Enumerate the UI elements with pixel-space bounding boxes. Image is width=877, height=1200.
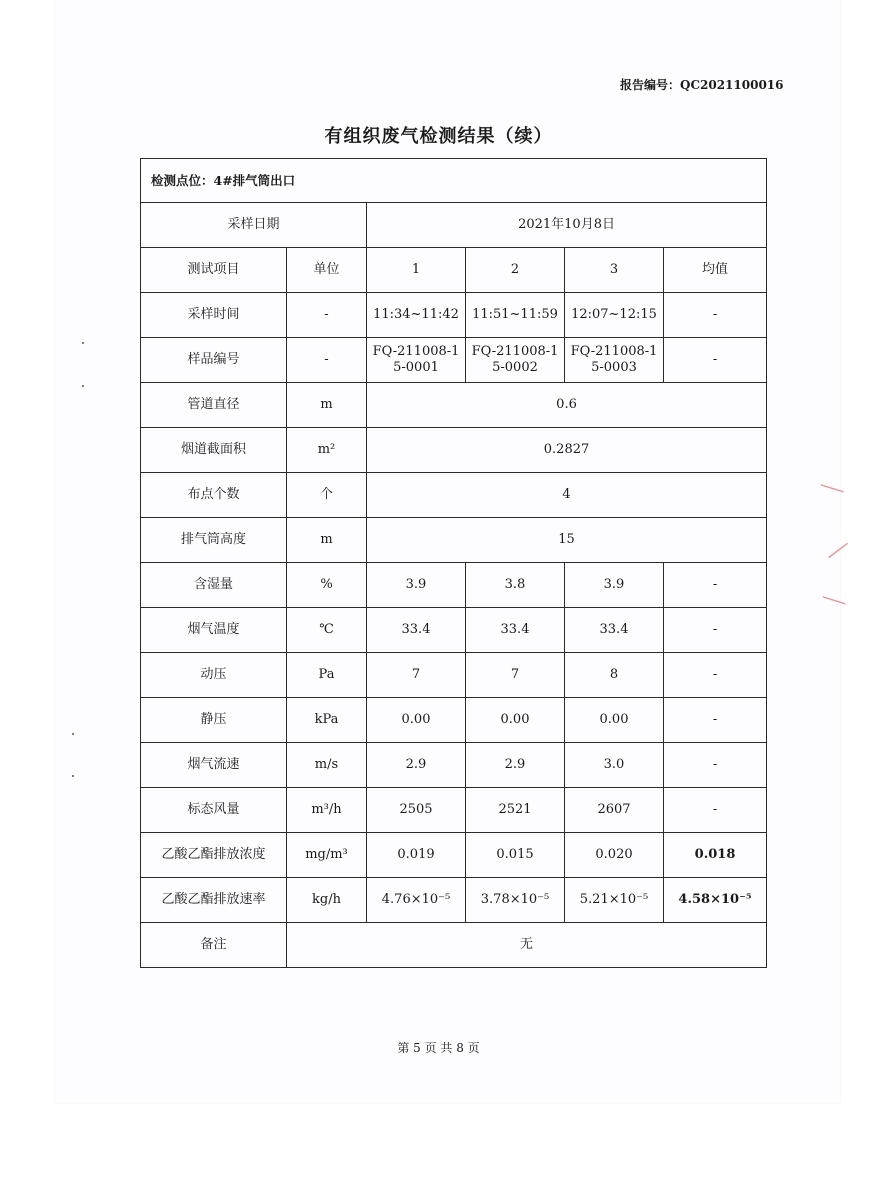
scan-speck (82, 385, 84, 387)
row-value-2: FQ-211008-15-0002 (466, 338, 565, 383)
row-value-1: 33.4 (367, 608, 466, 653)
header-c3: 3 (565, 248, 664, 293)
header-item: 测试项目 (141, 248, 287, 293)
row-unit: m² (287, 428, 367, 473)
row-value-3: 2607 (565, 788, 664, 833)
row-unit: m (287, 518, 367, 563)
table-row (141, 428, 767, 473)
row-label: 含湿量 (141, 563, 287, 608)
row-avg: - (664, 338, 767, 383)
row-label: 动压 (141, 653, 287, 698)
row-unit: kPa (287, 698, 367, 743)
row-label: 样品编号 (141, 338, 287, 383)
row-value-3: 3.9 (565, 563, 664, 608)
row-avg: - (664, 743, 767, 788)
row-unit: ℃ (287, 608, 367, 653)
table-row (141, 518, 767, 563)
row-value-3: 0.020 (565, 833, 664, 878)
row-merged-value: 15 (367, 518, 767, 563)
row-value-2: 7 (466, 653, 565, 698)
row-unit: kg/h (287, 878, 367, 923)
page-footer: 第 5 页 共 8 页 (397, 1041, 480, 1055)
scan-speck (72, 775, 74, 777)
row-unit: mg/m³ (287, 833, 367, 878)
table-row (141, 338, 767, 383)
row-value-3: 8 (565, 653, 664, 698)
results-table (140, 158, 767, 968)
remark-value: 无 (287, 923, 767, 968)
row-unit: Pa (287, 653, 367, 698)
row-avg: - (664, 698, 767, 743)
row-label: 乙酸乙酯排放浓度 (141, 833, 287, 878)
row-value-1: 0.00 (367, 698, 466, 743)
table-row (141, 698, 767, 743)
table-row (141, 788, 767, 833)
row-avg: - (664, 788, 767, 833)
row-value-1: 3.9 (367, 563, 466, 608)
header-row (141, 248, 767, 293)
header-avg: 均值 (664, 248, 767, 293)
row-value-3: 12:07~12:15 (565, 293, 664, 338)
row-unit: 个 (287, 473, 367, 518)
row-value-2: 3.78×10⁻⁵ (466, 878, 565, 923)
row-value-2: 3.8 (466, 563, 565, 608)
table-row (141, 878, 767, 923)
scan-speck (72, 733, 74, 735)
row-value-2: 0.00 (466, 698, 565, 743)
table-row (141, 293, 767, 338)
remark-label: 备注 (141, 923, 287, 968)
row-value-2: 11:51~11:59 (466, 293, 565, 338)
remark-row (141, 923, 767, 968)
row-value-2: 33.4 (466, 608, 565, 653)
row-value-1: 4.76×10⁻⁵ (367, 878, 466, 923)
row-label: 布点个数 (141, 473, 287, 518)
scan-speck (82, 342, 84, 344)
header-unit: 单位 (287, 248, 367, 293)
table-row (141, 743, 767, 788)
row-label: 采样时间 (141, 293, 287, 338)
row-label: 标态风量 (141, 788, 287, 833)
row-value-3: 3.0 (565, 743, 664, 788)
row-avg: 0.018 (664, 833, 767, 878)
row-label: 排气筒高度 (141, 518, 287, 563)
seal-mark-icon: ╱ (820, 481, 843, 496)
seal-mark-icon: ╲ (826, 543, 849, 558)
location-row (141, 159, 767, 203)
row-avg: 4.58×10⁻⁵ (664, 878, 767, 923)
row-value-2: 2.9 (466, 743, 565, 788)
report-number: 报告编号：QC2021100016 (620, 78, 784, 92)
row-value-3: 5.21×10⁻⁵ (565, 878, 664, 923)
row-avg: - (664, 293, 767, 338)
table-row (141, 383, 767, 428)
sampling-date-value: 2021年10月8日 (367, 203, 767, 248)
row-unit: m³/h (287, 788, 367, 833)
row-label: 管道直径 (141, 383, 287, 428)
row-value-1: 0.019 (367, 833, 466, 878)
row-label: 静压 (141, 698, 287, 743)
location-label: 检测点位：4#排气筒出口 (141, 159, 767, 203)
row-value-2: 0.015 (466, 833, 565, 878)
row-label: 乙酸乙酯排放速率 (141, 878, 287, 923)
row-unit: - (287, 338, 367, 383)
row-merged-value: 0.2827 (367, 428, 767, 473)
page-title: 有组织废气检测结果（续） (324, 126, 553, 147)
table-row (141, 608, 767, 653)
row-value-1: 7 (367, 653, 466, 698)
row-merged-value: 0.6 (367, 383, 767, 428)
row-unit: m (287, 383, 367, 428)
row-unit: % (287, 563, 367, 608)
row-unit: m/s (287, 743, 367, 788)
row-value-1: FQ-211008-15-0001 (367, 338, 466, 383)
table-row (141, 563, 767, 608)
table-row (141, 473, 767, 518)
row-label: 烟气流速 (141, 743, 287, 788)
row-value-3: 33.4 (565, 608, 664, 653)
header-c2: 2 (466, 248, 565, 293)
row-value-3: FQ-211008-15-0003 (565, 338, 664, 383)
seal-mark-icon: ╱ (822, 593, 845, 608)
row-merged-value: 4 (367, 473, 767, 518)
row-value-1: 2.9 (367, 743, 466, 788)
row-label: 烟道截面积 (141, 428, 287, 473)
row-unit: - (287, 293, 367, 338)
row-avg: - (664, 653, 767, 698)
table-row (141, 653, 767, 698)
row-value-1: 11:34~11:42 (367, 293, 466, 338)
row-avg: - (664, 563, 767, 608)
sampling-date-label: 采样日期 (141, 203, 367, 248)
header-c1: 1 (367, 248, 466, 293)
table-row (141, 833, 767, 878)
sampling-date-row (141, 203, 767, 248)
row-value-3: 0.00 (565, 698, 664, 743)
row-value-2: 2521 (466, 788, 565, 833)
row-label: 烟气温度 (141, 608, 287, 653)
row-value-1: 2505 (367, 788, 466, 833)
row-avg: - (664, 608, 767, 653)
